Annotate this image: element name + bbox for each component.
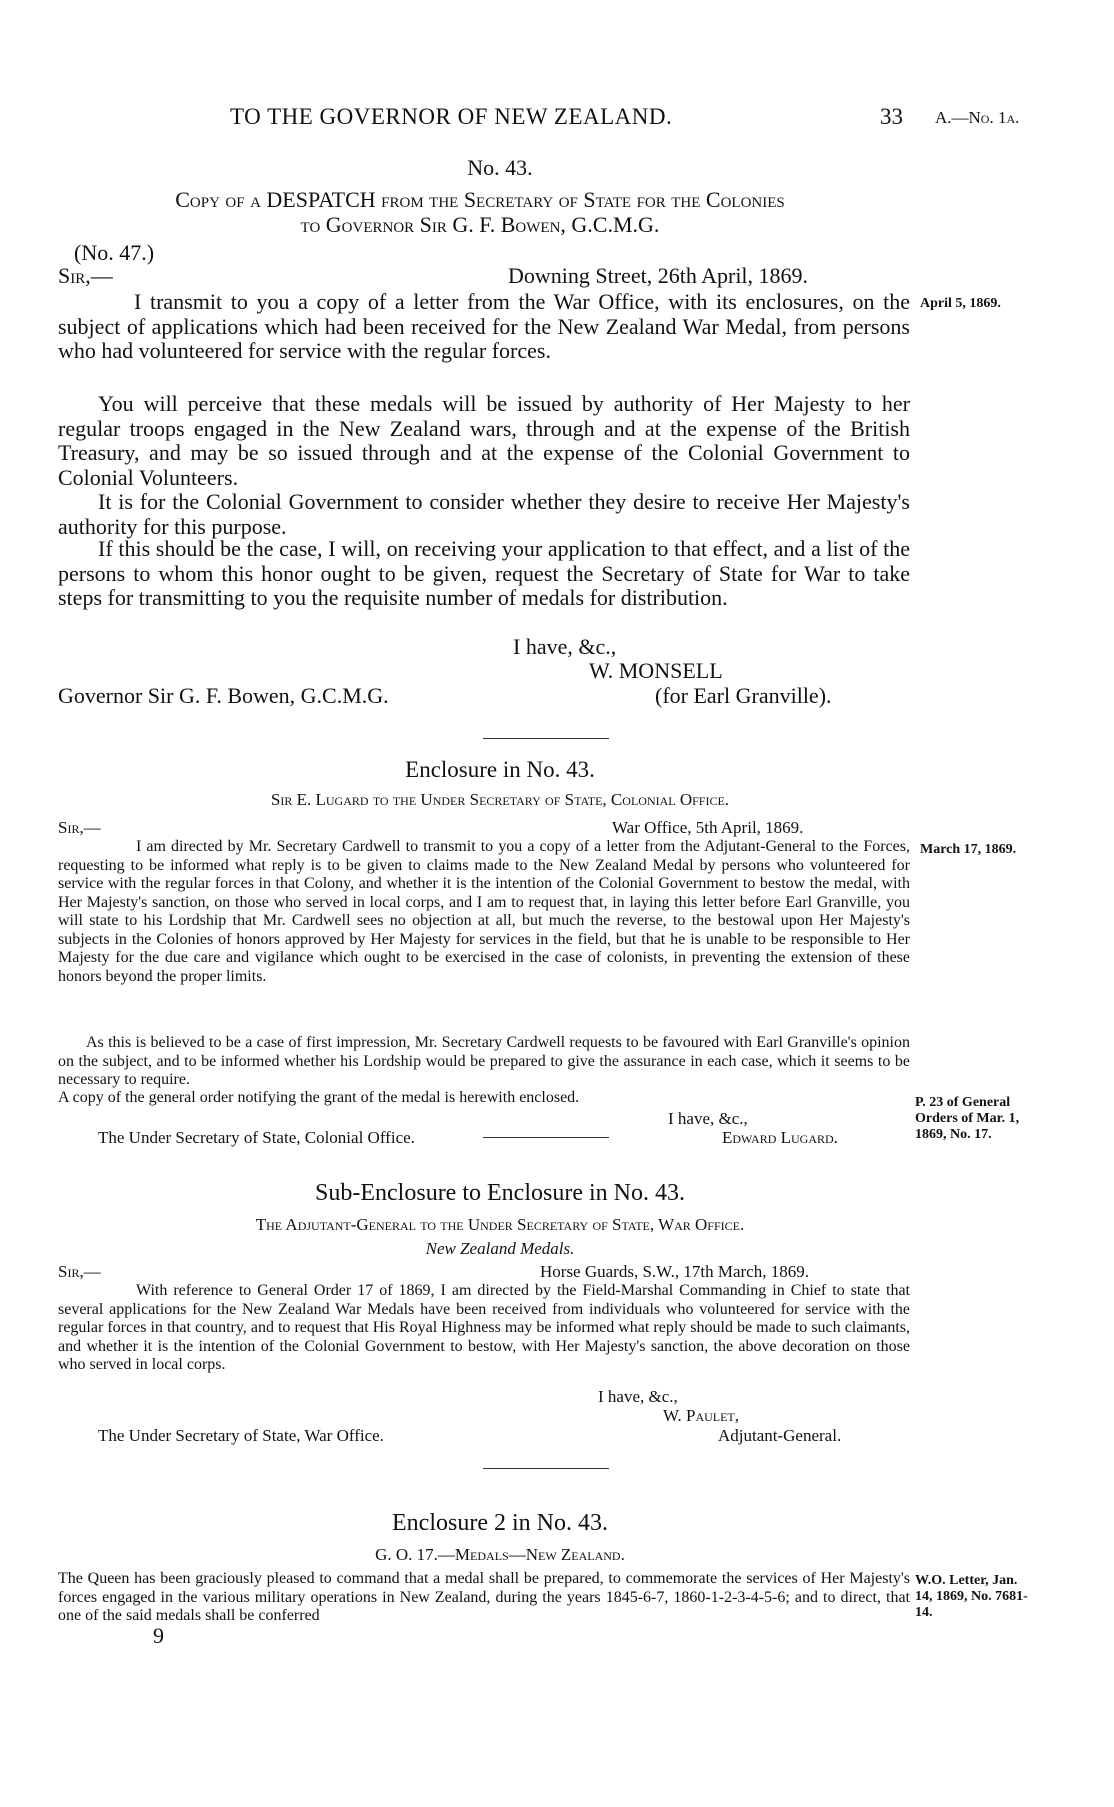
enclosure-salutation: Sir,— [58,818,101,837]
despatch-paragraph-3: It is for the Colonial Government to consider whether they desire to receive Her Majesty's authority for this purpose. [58,489,910,539]
sub-enclosure-salutation: Sir,— [58,1262,101,1281]
sub-enclosure-signature: W. Paulet, [663,1406,740,1425]
running-header-title: TO THE GOVERNOR OF NEW ZEALAND. [230,104,673,129]
section-divider [483,738,609,739]
sub-enclosure-addressee: The Under Secretary of State, War Office. [98,1426,384,1445]
section-divider [483,1468,609,1469]
sub-enclosure-paragraph-1: With reference to General Order 17 of 1869, I am directed by the Field-Marshal Commanding in Chief to state that several applications for the New Zealand War Medals have been received from individuals who volunteered for service with the regular forces in that country, and to request that His Royal Highness may be informed what reply should be made to such claimants, and whether it is the intention of the Colonial Government to bestow, with Her Majesty's sanction, the above decoration on those who served in local corps. [58,1282,910,1373]
enclosure-signature: Edward Lugard. [722,1128,838,1147]
page-number: 33 [880,104,903,129]
despatch-address: Downing Street, 26th April, 1869. [508,263,809,288]
sub-enclosure-heading: Sub-Enclosure to Enclosure in No. 43. [315,1180,685,1206]
enclosure-paragraph-1: I am directed by Mr. Secretary Cardwell to transmit to you a copy of a letter from the Adjutant-General to the Forces, requesting to be informed what reply is to be given to claims made to the New Zealand Medal by persons who volunteered for service with the regular forces in that Colony, and whether it is the intention of the Colonial Government to bestow the medal, with Her Majesty's sanction, on those who served in local corps, and I am to request that, in laying this letter before Earl Granville, you will state to his Lordship that Mr. Cardwell sees no objection at all, but much the reverse, to the bestowal upon Her Majesty's subjects in the Colonies of honors approved by Her Majesty for services in the field, but that he is unable to be responsible to Her Majesty for the due care and vigilance which ought to be exercised in the case of colonists, in preventing the extension of these honors beyond the proper limits. [58,838,910,985]
enclosure-heading: Enclosure in No. 43. [405,757,595,782]
margin-note-3: P. 23 of General Orders of Mar. 1, 1869, No. 17. [915,1095,1020,1142]
margin-note-4: W.O. Letter, Jan. 14, 1869, No. 7681-14. [915,1573,1028,1620]
enclosure-closing: I have, &c., [668,1109,748,1128]
despatch-paragraph-1: I transmit to you a copy of a letter from the War Office, with its enclosures, on the subject of applications which had been received for the New Zealand War Medal, from persons who had volunteered for service with the regular forces. [58,289,910,363]
enclosure-subheading: Sir E. Lugard to the Under Secretary of State, Colonial Office. [270,790,730,809]
sub-enclosure-title: New Zealand Medals. [425,1239,575,1258]
despatch-paragraph-2: You will perceive that these medals will be issued by authority of Her Majesty to her regular troops engaged in the New Zealand wars, through and at the expense of the British Treasury, and may be so issued through and at the expense of the Colonial Government to Colonial Volunteers. [58,391,910,490]
despatch-on-behalf: (for Earl Granville). [655,683,832,708]
despatch-title [70,187,890,237]
enclosure-2-subheading: G. O. 17.—Medals—New Zealand. [375,1545,625,1564]
enclosure-2-paragraph-1: The Queen has been graciously pleased to command that a medal shall be prepared, to commemorate the services of Her Majesty's forces engaged in the various military operations in New Zealand, during the years 1845-6-7, 1860-1-2-3-4-5-6; and to direct, that one of the said medals shall be conferred [58,1570,910,1624]
despatch-number: No. 43. [467,155,533,180]
margin-note-2: March 17, 1869. [920,842,1017,857]
enclosure-2-heading: Enclosure 2 in No. 43. [392,1510,608,1536]
signature-mark: 9 [153,1623,164,1648]
despatch-addressee: Governor Sir G. F. Bowen, G.C.M.G. [58,683,389,708]
sub-enclosure-closing: I have, &c., [598,1387,678,1406]
margin-note-1: April 5, 1869. [920,296,1001,311]
sub-enclosure-signatory-title: Adjutant-General. [718,1426,842,1445]
document-reference: A.—No. 1a. [935,108,1020,127]
despatch-signature: W. MONSELL [589,658,723,683]
section-divider [483,1137,609,1138]
despatch-paragraph-4: If this should be the case, I will, on receiving your application to that effect, and a list of the persons to whom this honor ought to be given, request the Secretary of State for War to take steps for transmitting to you the requisite number of medals for distribution. [58,536,910,610]
despatch-reference-number: (No. 47.) [74,240,155,265]
enclosure-paragraph-2: As this is believed to be a case of first impression, Mr. Secretary Cardwell requests to be favoured with Earl Granville's opinion on the subject, and to be informed whether his Lordship would be prepared to give the assurance in each case, which it seems to be necessary to require. [58,1034,910,1088]
enclosure-paragraph-3: A copy of the general order notifying the grant of the medal is herewith enclosed. [58,1089,580,1106]
despatch-closing: I have, &c., [513,634,617,659]
enclosure-address: War Office, 5th April, 1869. [612,818,804,837]
despatch-salutation: Sir,— [58,263,113,288]
sub-enclosure-subheading: The Adjutant-General to the Under Secretary of State, War Office. [255,1215,745,1234]
enclosure-addressee: The Under Secretary of State, Colonial Office. [98,1128,415,1147]
despatch-title-line-2: to Governor Sir G. F. Bowen, G.C.M.G. [300,212,660,237]
despatch-title-line-1: Copy of a DESPATCH from the Secretary of State for the Colonies [175,187,785,212]
sub-enclosure-address: Horse Guards, S.W., 17th March, 1869. [540,1262,809,1281]
